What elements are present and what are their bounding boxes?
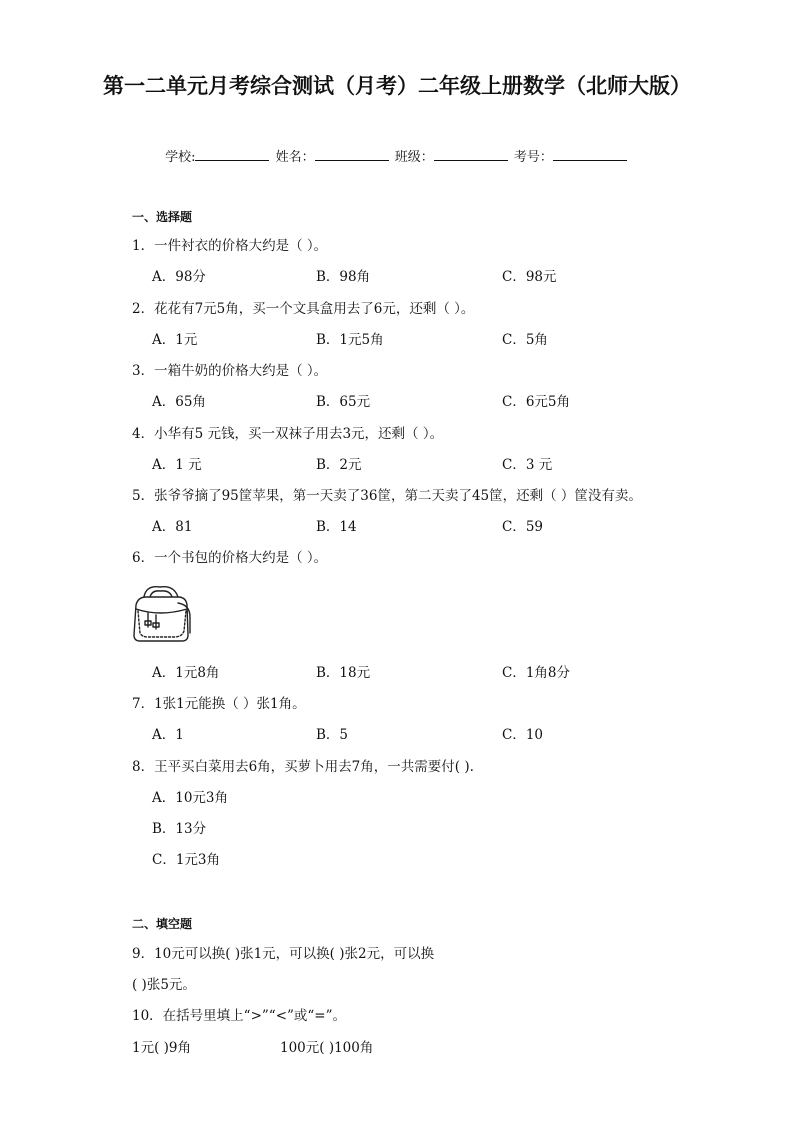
question-9-line-2: ( )张5元。 (132, 977, 196, 993)
question-10: 10．在括号里填上“>”“<”或“=”。 (132, 1008, 347, 1024)
section-choice: 一、选择题 (132, 210, 193, 224)
q10-item-1[interactable]: 1元( )9角 (132, 1040, 192, 1056)
class-blank[interactable] (434, 148, 508, 161)
q3-option-b[interactable]: B．65元 (316, 394, 371, 410)
q4-option-b[interactable]: B．2元 (316, 457, 362, 473)
q8-option-c[interactable]: C．1元3角 (152, 852, 221, 868)
q4-option-c[interactable]: C．3 元 (502, 457, 553, 473)
q2-option-b[interactable]: B．1元5角 (316, 332, 384, 348)
q7-option-c[interactable]: C．10 (502, 727, 544, 743)
number-label: 考号： (513, 150, 553, 165)
question-1: 1．一件衬衣的价格大约是（ ）。 (132, 238, 328, 254)
q10-item-2[interactable]: 100元( )100角 (280, 1040, 374, 1056)
question-8: 8．王平买白菜用去6角，买萝卜用去7角，一共需要付( ). (132, 759, 474, 775)
q3-option-a[interactable]: A．65角 (152, 394, 206, 410)
student-info-row (0, 146, 794, 165)
backpack-icon (130, 583, 194, 645)
q6-option-c[interactable]: C．1角8分 (502, 665, 571, 681)
question-2: 2．花花有7元5角，买一个文具盒用去了6元，还剩（ ）。 (132, 301, 475, 317)
q2-option-a[interactable]: A．1元 (152, 332, 198, 348)
question-7: 7．1张1元能换（ ）张1角。 (132, 696, 306, 712)
q6-option-a[interactable]: A．1元8角 (152, 665, 220, 681)
class-label: 班级： (394, 150, 434, 165)
q8-option-b[interactable]: B．13分 (152, 821, 207, 837)
q7-option-a[interactable]: A．1 (152, 727, 184, 743)
question-5: 5．张爷爷摘了95筐苹果，第一天卖了36筐，第二天卖了45筐，还剩（ ）筐没有卖。 (132, 488, 642, 504)
question-3: 3．一箱牛奶的价格大约是（ ）。 (132, 363, 328, 379)
q3-option-c[interactable]: C．6元5角 (502, 394, 571, 410)
section-fill-blank: 二、填空题 (132, 917, 193, 931)
name-label: 姓名： (275, 150, 315, 165)
name-blank[interactable] (315, 148, 389, 161)
q8-option-a[interactable]: A．10元3角 (152, 790, 229, 806)
q6-option-b[interactable]: B．18元 (316, 665, 371, 681)
page-title: 第一二单元月考综合测试（月考）二年级上册数学（北师大版） (103, 74, 691, 98)
q1-option-c[interactable]: C．98元 (502, 269, 557, 285)
q1-option-b[interactable]: B．98角 (316, 269, 371, 285)
school-blank[interactable] (195, 148, 269, 161)
q4-option-a[interactable]: A．1 元 (152, 457, 202, 473)
q1-option-a[interactable]: A．98分 (152, 269, 206, 285)
q7-option-b[interactable]: B．5 (316, 727, 349, 743)
number-blank[interactable] (553, 148, 627, 161)
school-label: 学校: (165, 150, 196, 165)
q2-option-c[interactable]: C．5角 (502, 332, 548, 348)
q5-option-b[interactable]: B．14 (316, 519, 357, 535)
q5-option-c[interactable]: C．59 (502, 519, 544, 535)
question-4: 4．小华有5 元钱，买一双袜子用去3元，还剩（ ）。 (132, 426, 444, 442)
question-6: 6．一个书包的价格大约是（ ）。 (132, 550, 328, 566)
q5-option-a[interactable]: A．81 (152, 519, 193, 535)
question-9-line-1: 9．10元可以换( )张1元，可以换( )张2元，可以换 (132, 946, 435, 962)
